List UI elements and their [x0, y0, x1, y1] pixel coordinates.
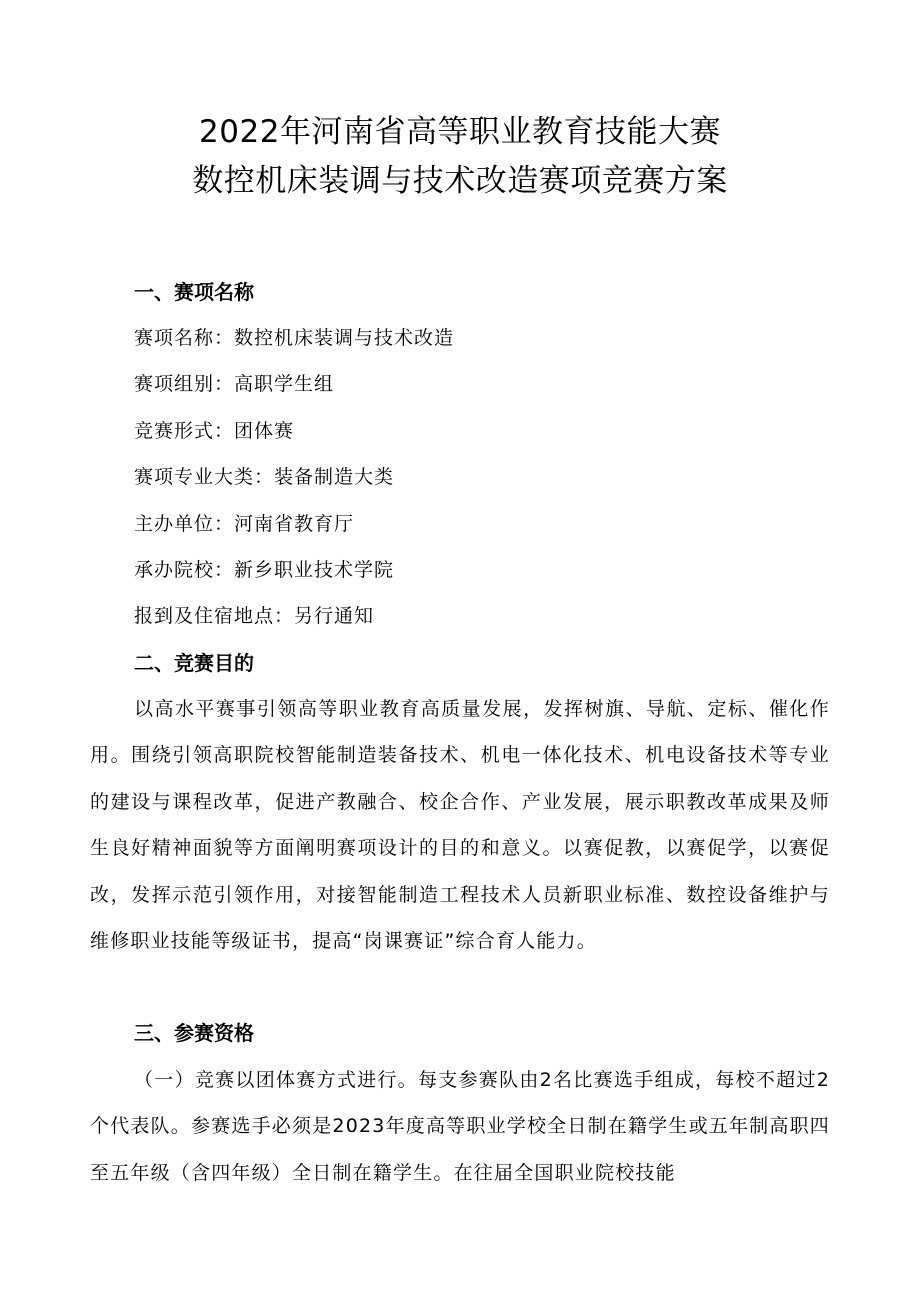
info-line-host-college: 承办院校：新乡职业技术学院: [134, 559, 395, 581]
section-2-heading: 二、竞赛目的: [134, 651, 254, 675]
document-title-line-1: 2022年河南省高等职业教育技能大赛: [199, 114, 721, 150]
document-title-line-2: 数控机床装调与技术改造赛项竞赛方案: [192, 163, 728, 199]
section-2-paragraph: 以高水平赛事引领高等职业教育高质量发展，发挥树旗、导航、定标、催化作用。围绕引领高职院校智能制造装备技术、机电一体化技术、机电设备技术等专业的建设与课程改革，促进产教融合、校企合作、产业发展，展示职教改革成果及师生良好精神面貌等方面阐明赛项设计的目的和意义。以赛促教，以赛促学，以赛促改，发挥示范引领作用，对接智能制造工程技术人员新职业标准、数控设备维护与维修职业技能等级证书，提高“岗课赛证”综合育人能力。: [90, 698, 830, 953]
info-line-major-category: 赛项专业大类：装备制造大类: [134, 466, 395, 488]
section-1-heading: 一、赛项名称: [134, 280, 254, 304]
info-line-registration-location: 报到及住宿地点：另行通知: [134, 605, 375, 627]
info-line-organizer: 主办单位：河南省教育厅: [134, 513, 355, 535]
info-line-event-name: 赛项名称：数控机床装调与技术改造: [134, 327, 455, 349]
info-line-competition-form: 竞赛形式：团体赛: [134, 420, 295, 442]
info-line-event-group: 赛项组别：高职学生组: [134, 373, 335, 395]
section-3-paragraph: （一）竞赛以团体赛方式进行。每支参赛队由2名比赛选手组成，每校不超过2个代表队。参赛选手必须是2023年度高等职业学校全日制在籍学生或五年制高职四至五年级（含四年级）全日制在籍学生。在往届全国职业院校技能: [90, 1069, 830, 1184]
section-3-heading: 三、参赛资格: [134, 1021, 254, 1045]
